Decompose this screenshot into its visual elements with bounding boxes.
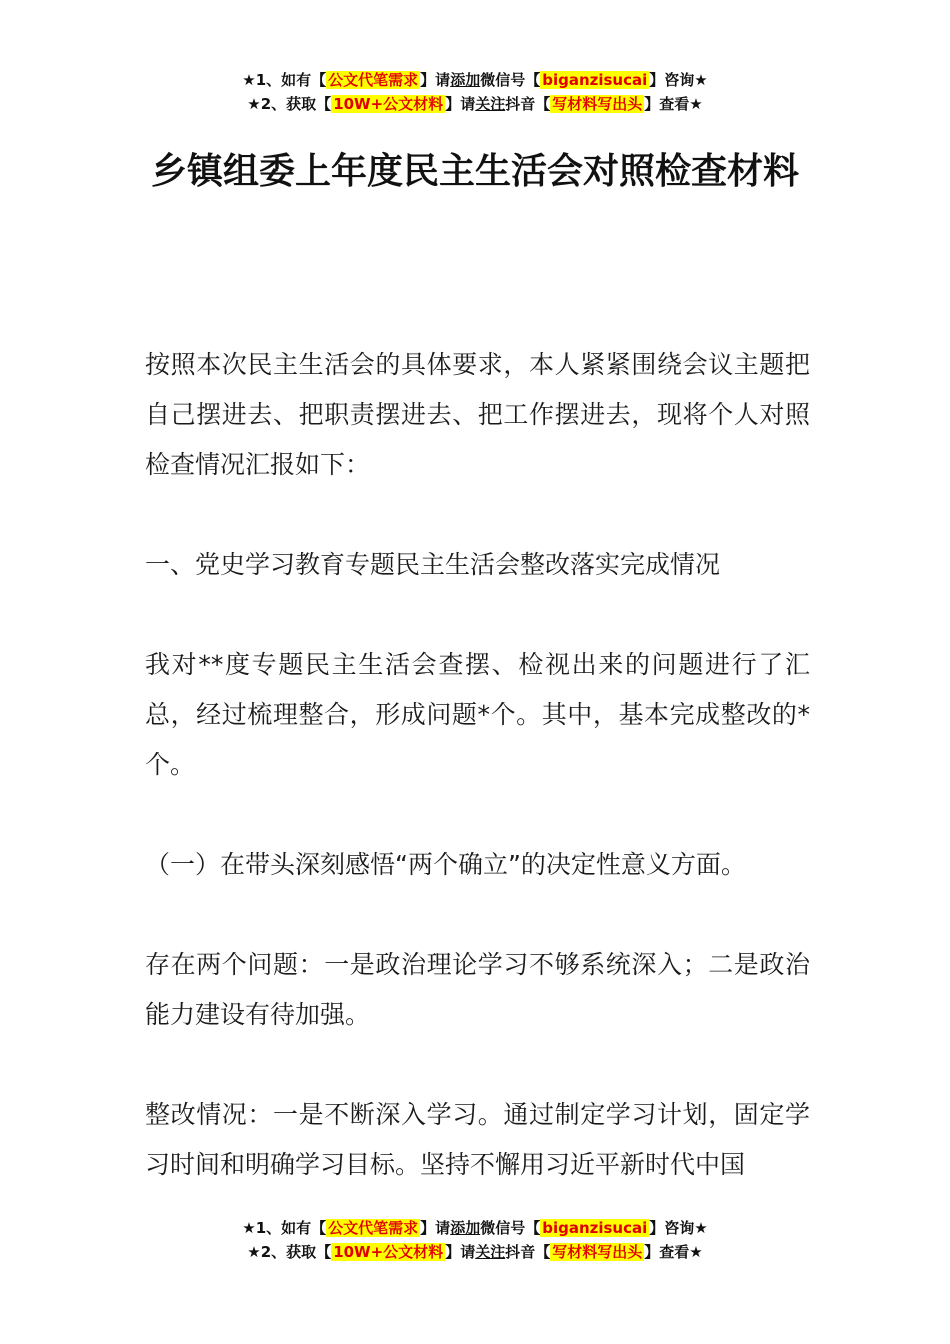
banner-line-2: [0, 92, 950, 116]
section-heading: 一、党史学习教育专题民主生活会整改落实完成情况: [145, 550, 721, 579]
banner-text: 微信号【: [480, 71, 541, 89]
banner-text: 】请: [420, 1219, 451, 1237]
banner-text: 】请: [445, 1243, 476, 1261]
document-title: 乡镇组委上年度民主生活会对照检查材料: [150, 151, 799, 192]
footer-banner: [0, 1216, 950, 1264]
banner-highlight: 公文代笔需求: [328, 1219, 419, 1237]
banner-text: 】咨询★: [649, 71, 708, 89]
header-banner: [0, 68, 950, 116]
banner-text: 】查看★: [644, 95, 703, 113]
banner-line-1: [0, 68, 950, 92]
banner-line-2: [0, 1240, 950, 1264]
paragraph: 我对**度专题民主生活会查摆、检视出来的问题进行了汇总，经过梳理整合，形成问题*个。其中，基本完成整改的*个。: [145, 650, 810, 779]
paragraph: 整改情况：一是不断深入学习。通过制定学习计划，固定学习时间和明确学习目标。坚持不懈用习近平新时代中国: [145, 1100, 810, 1179]
banner-highlight: biganzisucai: [542, 71, 648, 89]
paragraph: 按照本次民主生活会的具体要求，本人紧紧围绕会议主题把自己摆进去、把职责摆进去、把工作摆进去，现将个人对照检查情况汇报如下：: [145, 350, 810, 479]
banner-highlight: 10W+公文材料: [333, 1243, 444, 1261]
banner-text: 微信号【: [480, 1219, 541, 1237]
banner-text: 】咨询★: [649, 1219, 708, 1237]
banner-text: 】请: [420, 71, 451, 89]
banner-highlight: 公文代笔需求: [328, 71, 419, 89]
banner-text: ★2、获取【: [247, 95, 332, 113]
banner-line-1: [0, 1216, 950, 1240]
banner-text: 抖音【: [505, 95, 551, 113]
banner-emphasis: 添加: [450, 71, 481, 89]
banner-emphasis: 关注: [475, 1243, 506, 1261]
banner-highlight: 10W+公文材料: [333, 95, 444, 113]
banner-text: 】查看★: [644, 1243, 703, 1261]
banner-text: ★2、获取【: [247, 1243, 332, 1261]
banner-highlight: 写材料写出头: [552, 95, 643, 113]
banner-text: ★1、如有【: [242, 1219, 327, 1237]
banner-emphasis: 关注: [475, 95, 506, 113]
banner-highlight: biganzisucai: [542, 1219, 648, 1237]
paragraph: 存在两个问题：一是政治理论学习不够系统深入；二是政治能力建设有待加强。: [145, 950, 810, 1029]
subsection-heading: （一）在带头深刻感悟“两个确立”的决定性意义方面。: [145, 850, 746, 879]
banner-emphasis: 添加: [450, 1219, 481, 1237]
banner-text: 抖音【: [505, 1243, 551, 1261]
document-body: [145, 340, 810, 1240]
banner-text: 】请: [445, 95, 476, 113]
banner-highlight: 写材料写出头: [552, 1243, 643, 1261]
banner-text: ★1、如有【: [242, 71, 327, 89]
